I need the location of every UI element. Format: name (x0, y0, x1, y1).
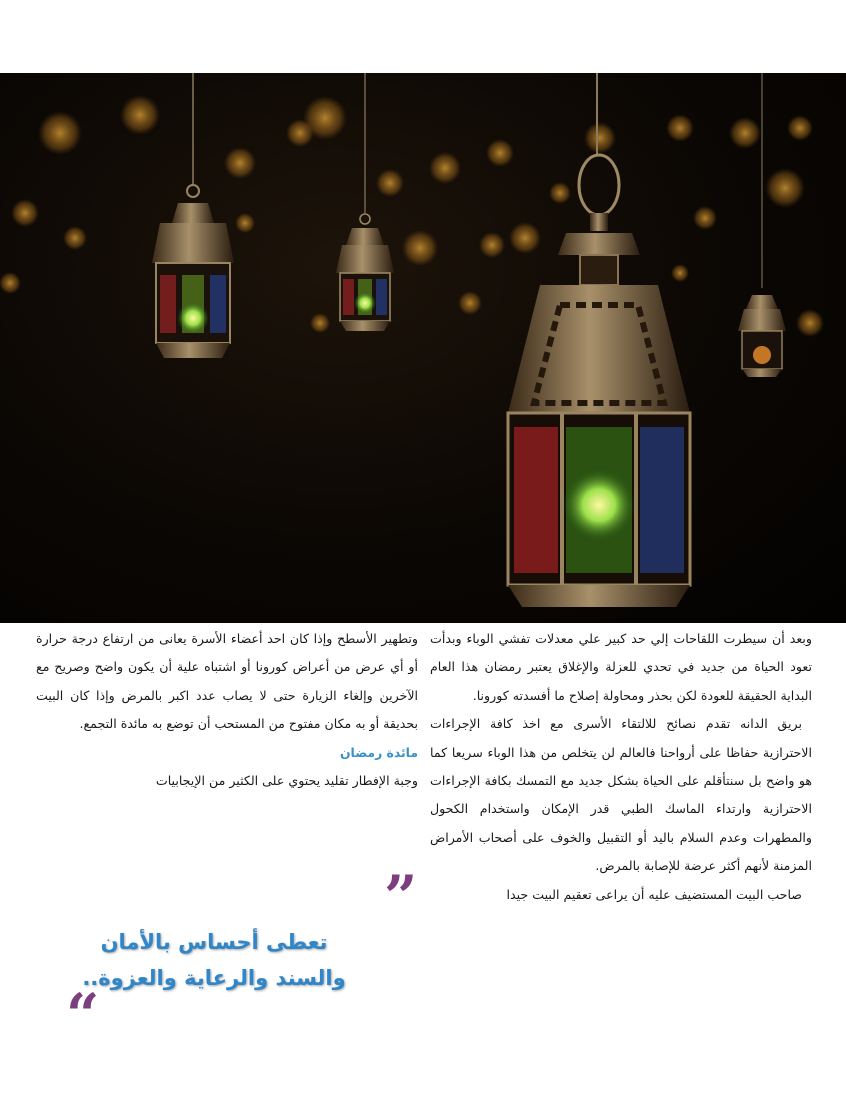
article-paragraph: وجبة الإفطار تقليد يحتوي على الكثير من الإيجابيات (155, 772, 418, 788)
ramadan-lanterns-photo (0, 73, 846, 623)
section-subheading: مائدة رمضان (339, 744, 418, 760)
article-paragraph: بريق الدانه تقدم نصائح للالتقاء الأسرى مع اخذ كافة الإجراءات الاحترازية حفاظا على أرواحنا فالعالم لن يتخلص من هذا الوباء سريعا كما هو واضح بل سنتأقلم على الحياة بشكل جديد مع التمسك بكافة الإجراءات الاحترازية وارتداء الماسك الطبي قدر الإمكان واستخدام الكحول والمطهرات وعدم السلام باليد أو التقبيل والخوف على أصحاب الأمراض المزمنة لأنهم أكثر عرضة للإصابة بالمرض. (430, 716, 812, 874)
bokeh-lights (0, 95, 824, 337)
article-paragraph: وتطهير الأسطح وإذا كان احد أعضاء الأسرة يعانى من ارتفاع درجة حرارة أو أي عرض من أعراض كورونا أو اشتباه علية أن يكون واضح وصريح مع الآخرين وإلغاء الزيارة حتى لا يصاب عدد اكبر بالمرض وإذا كان البيت بحديقة أو به مكان مفتوح من المستحب أن توضع به مائدة التجمع. (36, 631, 418, 732)
pull-quote-line: تعطى أحساس بالأمان (100, 930, 328, 954)
article-paragraph: وبعد أن سيطرت اللقاحات إلي حد كبير علي معدلات تفشي الوباء وبدأت تعود الحياة من جديد في تحدي للعزلة والإغلاق يعتبر رمضان هذا العام البداية الحقيقة للعودة لكن بحذر ومحاولة إصلاح ما أفسدته كورونا. (430, 631, 812, 703)
pull-quote (60, 924, 368, 996)
pull-quote-line: والسند والرعاية والعزوة.. (82, 966, 346, 990)
article-right-column (430, 625, 812, 909)
article-left-column (36, 625, 418, 795)
quote-close-mark: “ (66, 981, 100, 1049)
quote-open-mark: ” (384, 863, 418, 931)
article-paragraph: صاحب البيت المستضيف عليه أن يراعى تعقيم البيت جيدا (506, 886, 802, 902)
lantern-left (152, 73, 234, 358)
lanterns-illustration (0, 73, 846, 623)
